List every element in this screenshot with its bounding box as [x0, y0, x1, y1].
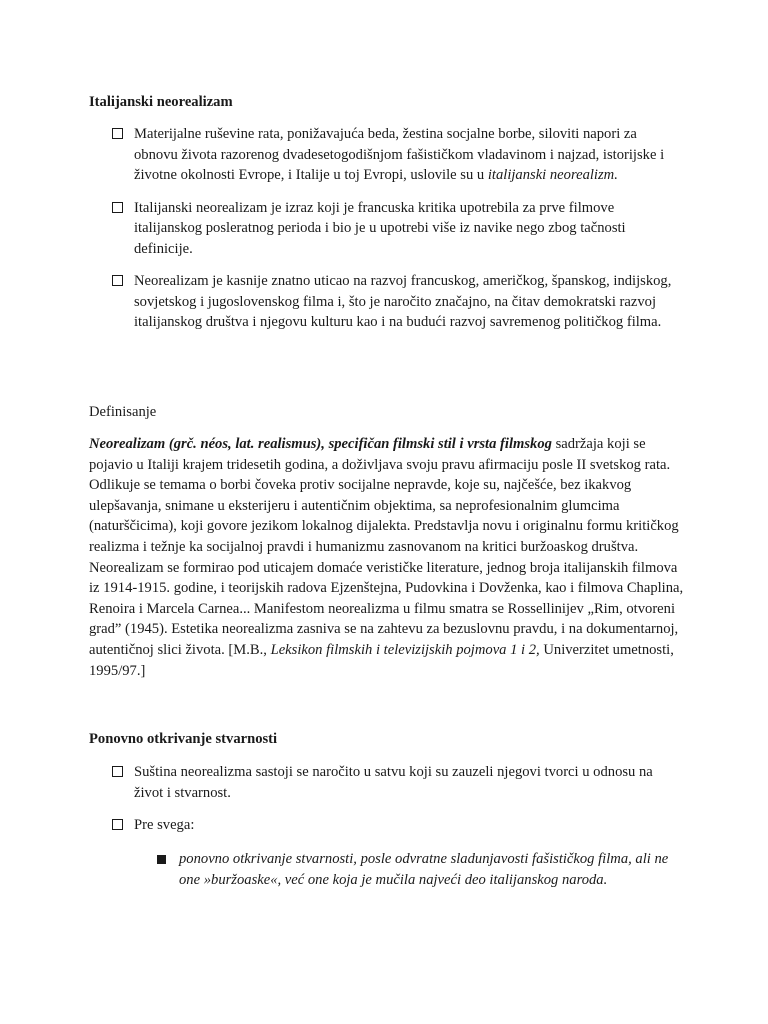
list-item [112, 271, 672, 333]
citation-tail: Univerzitet umetnosti, 1995/97.] [89, 641, 674, 679]
list-item-text: Italijanski neorealizam je izraz koji je francuska kritika upotrebila za prve filmove italijanskog posleratnog perioda i bio je u upotrebi više iz navike nego zbog tačnosti definicije. [134, 199, 626, 257]
sub-bullet-list [157, 849, 677, 890]
list-item [112, 815, 672, 836]
definition-body: sadržaja koji se pojavio u Italiji krajem tridesetih godina, a doživljava svoju pravu afirmaciju posle II svetskog rata. Odlikuje se temama o borbi čoveka protiv socijalne nepravde, koje su, najčešće, bez ikakvog ulepšavanja, snimane u eksterijeru i autentičnim objektima, sa neprofesionalnim glumcima (naturščicima), koji govore jezikom lokalnog dijalekta. Predstavlja novu i originalnu formu kritičkog realizma i težnje ka socijalnoj pravdi i humanizmu zasnovanom na kritici buržoaskog društva. Neorealizam se formirao pod uticajem domaće verističke literature, jednog broja italijanskih filmova iz 1914-1915. godine, i teorijskih radova Ejzenštejna, Pudovkina i Dovženka, kao i filmova Chaplina, Renoira i Marcela Carnea... Manifestom neorealizma u filmu smatra se Rossellinijev „Rim, otvoreni grad” (1945). Estetika neorealizma zasniva se na zahtevu za bezuslovnu pravdu, i na dokumentarnoj, autentičnoj slici života. [M.B., [89, 436, 684, 658]
list-item [112, 124, 672, 186]
citation-title: Leksikon filmskih i televizijskih pojmova 1 i 2, [270, 641, 540, 658]
definition-lead: Neorealizam (grč. néos, lat. realismus), specifičan filmski stil i vrsta filmskog [89, 436, 552, 452]
checkbox-bullet-icon [112, 766, 123, 777]
checkbox-bullet-icon [112, 275, 123, 286]
list-item-text: Neorealizam je kasnije znatno uticao na razvoj francuskog, američkog, španskog, indijskog, sovjetskog i jugoslovenskog filma i, što je naročito značajno, na čitav demokratski razvoj italijanskog društva i njegovu kulturu kao i na budući razvoj savremenog političkog filma. [134, 273, 672, 330]
checkbox-bullet-icon [112, 202, 123, 213]
list-item [112, 762, 672, 803]
list-item-text: Pre svega: [134, 817, 195, 833]
definition-paragraph [89, 434, 689, 681]
bullet-list [112, 762, 672, 836]
list-item-text: ponovno otkrivanje stvarnosti, posle odvratne sladunjavosti fašističkog filma, ali ne one »buržoaske«, već one koja je mučila najveći deo italijanskog naroda. [179, 851, 669, 888]
list-item-italic-text: italijanski neorealizm. [487, 167, 618, 183]
checkbox-bullet-icon [112, 128, 123, 139]
section-heading: Italijanski neorealizam [89, 94, 233, 110]
list-item-text: Suština neorealizma sastoji se naročito u satvu koji su zauzeli njegovi tvorci u odnosu na život i stvarnost. [134, 764, 653, 801]
checkbox-bullet-icon [112, 819, 123, 830]
list-item-text: Materijalne ruševine rata, ponižavajuća beda, žestina socjalne borbe, siloviti napori za obnovu života razorenog dvadesetogodišnjom fašističkom vladavinom i najzad, istorijske i životne okolnosti Evrope, i Italije u toj Evropi, uslovile su u [134, 126, 665, 183]
section-heading: Ponovno otkrivanje stvarnosti [89, 731, 278, 747]
bullet-list [112, 124, 672, 333]
list-item [112, 198, 672, 260]
list-item [157, 849, 677, 890]
square-bullet-icon [157, 855, 166, 864]
section-heading: Definisanje [89, 404, 157, 420]
